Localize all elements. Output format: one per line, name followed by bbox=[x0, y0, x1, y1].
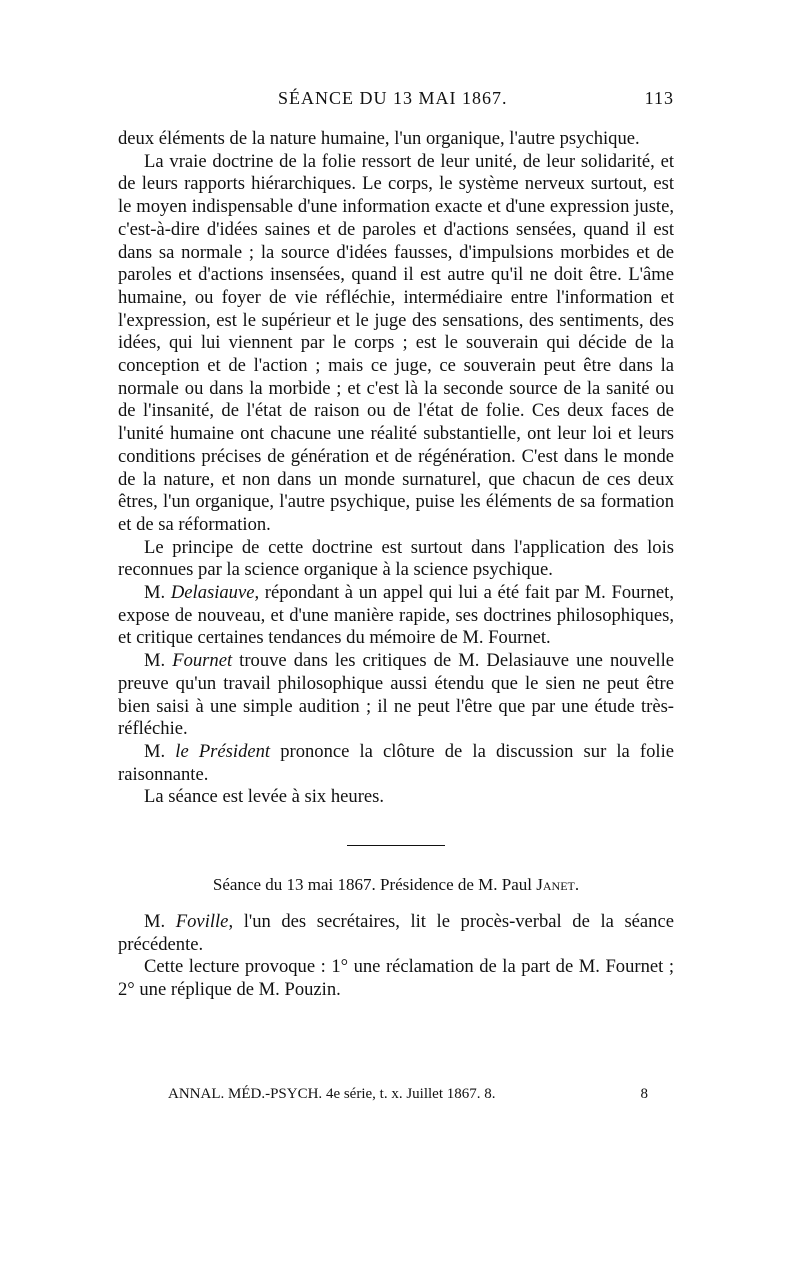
footer-signature: 8 bbox=[640, 1086, 648, 1102]
president-name: Janet bbox=[536, 875, 575, 895]
running-head-title: SÉANCE DU 13 MAI 1867. bbox=[278, 88, 508, 108]
section-divider bbox=[347, 845, 445, 846]
paragraph-7: La séance est levée à six heures. bbox=[144, 786, 385, 808]
session-heading: Séance du 13 mai 1867. Présidence de M. Paul Janet. bbox=[212, 875, 580, 895]
page-number: 113 bbox=[644, 88, 674, 108]
footer-line bbox=[168, 1086, 648, 1103]
speaker-name: Foville bbox=[175, 910, 229, 932]
paragraph-5: M. Fournet trouve dans les critiques de M. Delasiauve une nouvelle preuve qu'un travail philosophique aussi étendu que le sien ne peut être bien saisi à une simple audition ; il ne peut l'être que par une étude très-réfléchie. bbox=[118, 650, 674, 740]
footer-series: 4e série, t. x. Juillet 1867. bbox=[325, 1086, 481, 1102]
paragraph-6: M. le Président prononce la clôture de la discussion sur la folie raisonnante. bbox=[118, 740, 674, 785]
footer-volume: 8. bbox=[484, 1086, 496, 1102]
paragraph-1: deux éléments de la nature humaine, l'un organique, l'autre psychique. bbox=[118, 128, 640, 149]
paragraph-8: M. Foville, l'un des secrétaires, lit le procès-verbal de la séance précédente. bbox=[118, 910, 674, 955]
speaker-name: le Président bbox=[175, 740, 271, 762]
footer-journal: ANNAL. MÉD.-PSYCH. bbox=[168, 1086, 323, 1102]
body-text bbox=[118, 128, 674, 1002]
page bbox=[118, 88, 674, 1002]
paragraph-3: Le principe de cette doctrine est surtout dans l'application des lois reconnues par la science organique à la science psychique. bbox=[118, 536, 674, 581]
running-head bbox=[118, 88, 674, 128]
speaker-name: Fournet bbox=[172, 650, 233, 672]
paragraph-9: Cette lecture provoque : 1° une réclamation de la part de M. Fournet ; 2° une réplique de M. Pouzin. bbox=[118, 956, 674, 1000]
speaker-name: Delasiauve bbox=[170, 582, 255, 604]
paragraph-2: La vraie doctrine de la folie ressort de leur unité, de leur solidarité, et de leurs rapports hiérarchiques. Le corps, le système nerveux surtout, est le moyen indispensable d'une information exacte et d'une expression juste, c'est-à-dire d'idées saines et de paroles et d'actions sensées, quand il est dans sa normale ; la source d'idées fausses, d'impulsions morbides et de paroles et d'actions insensées, quand il est autre qu'il ne doit être. L'âme humaine, ou foyer de vie réfléchie, intermédiaire entre l'information et l'expression, est le supérieur et le juge des sensations, des sentiments, des idées, qui lui viennent par le corps ; est le souverain qui décide de la conception et de l'action ; mais ce juge, ce souverain peut être dans la normale ou dans la morbide ; et c'est là la seconde source de la sanité ou de l'insanité, de l'état de raison ou de l'état de folie. Ces deux faces de l'unité humaine ont chacune une réalité substantielle, ont leur loi et leurs conditions précises de génération et de régénération. C'est dans le monde de la nature, et non dans un monde surnaturel, que chacun de ces deux êtres, l'un organique, l'autre psychique, puise les éléments de sa formation et de sa réformation. bbox=[118, 150, 674, 535]
paragraph-4: M. Delasiauve, répondant à un appel qui lui a été fait par M. Fournet, expose de nouveau, et d'une manière rapide, ses doctrines philosophiques, et critique certaines tendances du mémoire de M. Fournet. bbox=[118, 582, 674, 649]
